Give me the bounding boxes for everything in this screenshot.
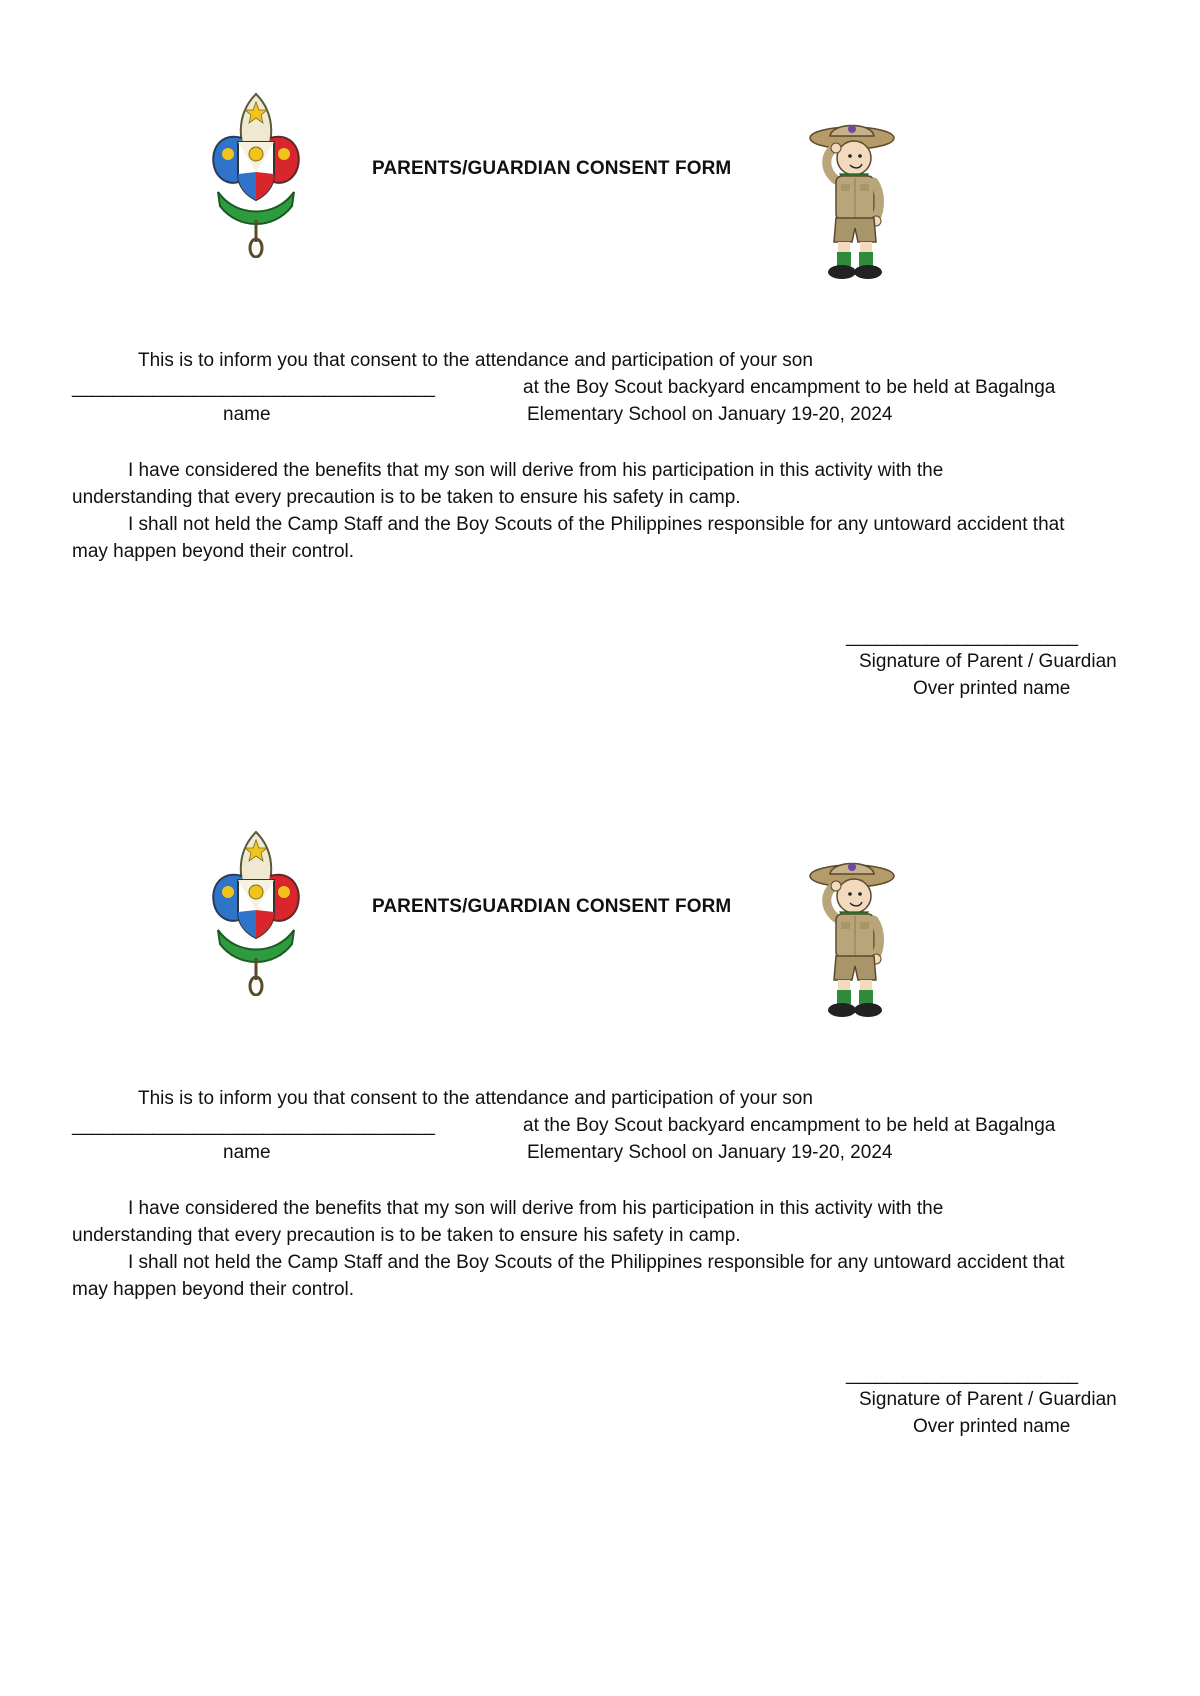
event-line-2: Elementary School on January 19-20, 2024 [527,1142,893,1163]
liability-line-2: may happen beyond their control. [72,1279,355,1300]
signature-blank[interactable]: _______________________ [846,1364,1078,1385]
benefits-line-1: I have considered the benefits that my son will derive from his participation in this activity with the [128,1198,944,1219]
son-name-blank[interactable]: ____________________________________ [72,1115,435,1136]
form-title: PARENTS/GUARDIAN CONSENT FORM [372,158,732,179]
intro-line: This is to inform you that consent to the attendance and participation of your son [138,350,813,371]
liability-line-1: I shall not held the Camp Staff and the Boy Scouts of the Philippines responsible for any untoward accident that [128,1252,1065,1273]
signature-blank[interactable]: _______________________ [846,626,1078,647]
son-name-blank[interactable]: ____________________________________ [72,377,435,398]
boy-scout-illustration [800,118,904,284]
consent-form-2 [0,738,1200,1478]
printed-name-label: Over printed name [913,1416,1071,1437]
boy-scout-illustration [800,856,904,1022]
printed-name-label: Over printed name [913,678,1071,699]
name-label: name [223,404,271,425]
signature-label: Signature of Parent / Guardian [859,651,1117,672]
event-line-2: Elementary School on January 19-20, 2024 [527,404,893,425]
benefits-line-2: understanding that every precaution is to be taken to ensure his safety in camp. [72,487,741,508]
liability-line-2: may happen beyond their control. [72,541,355,562]
benefits-line-1: I have considered the benefits that my son will derive from his participation in this activity with the [128,460,944,481]
bsp-emblem-icon [208,830,304,996]
name-label: name [223,1142,271,1163]
signature-label: Signature of Parent / Guardian [859,1389,1117,1410]
form-title: PARENTS/GUARDIAN CONSENT FORM [372,896,732,917]
event-line-1: at the Boy Scout backyard encampment to be held at Bagalnga [523,1115,1056,1136]
benefits-line-2: understanding that every precaution is to be taken to ensure his safety in camp. [72,1225,741,1246]
intro-line: This is to inform you that consent to the attendance and participation of your son [138,1088,813,1109]
event-line-1: at the Boy Scout backyard encampment to be held at Bagalnga [523,377,1056,398]
bsp-emblem-icon [208,92,304,258]
liability-line-1: I shall not held the Camp Staff and the Boy Scouts of the Philippines responsible for any untoward accident that [128,514,1065,535]
consent-form-1 [0,0,1200,740]
